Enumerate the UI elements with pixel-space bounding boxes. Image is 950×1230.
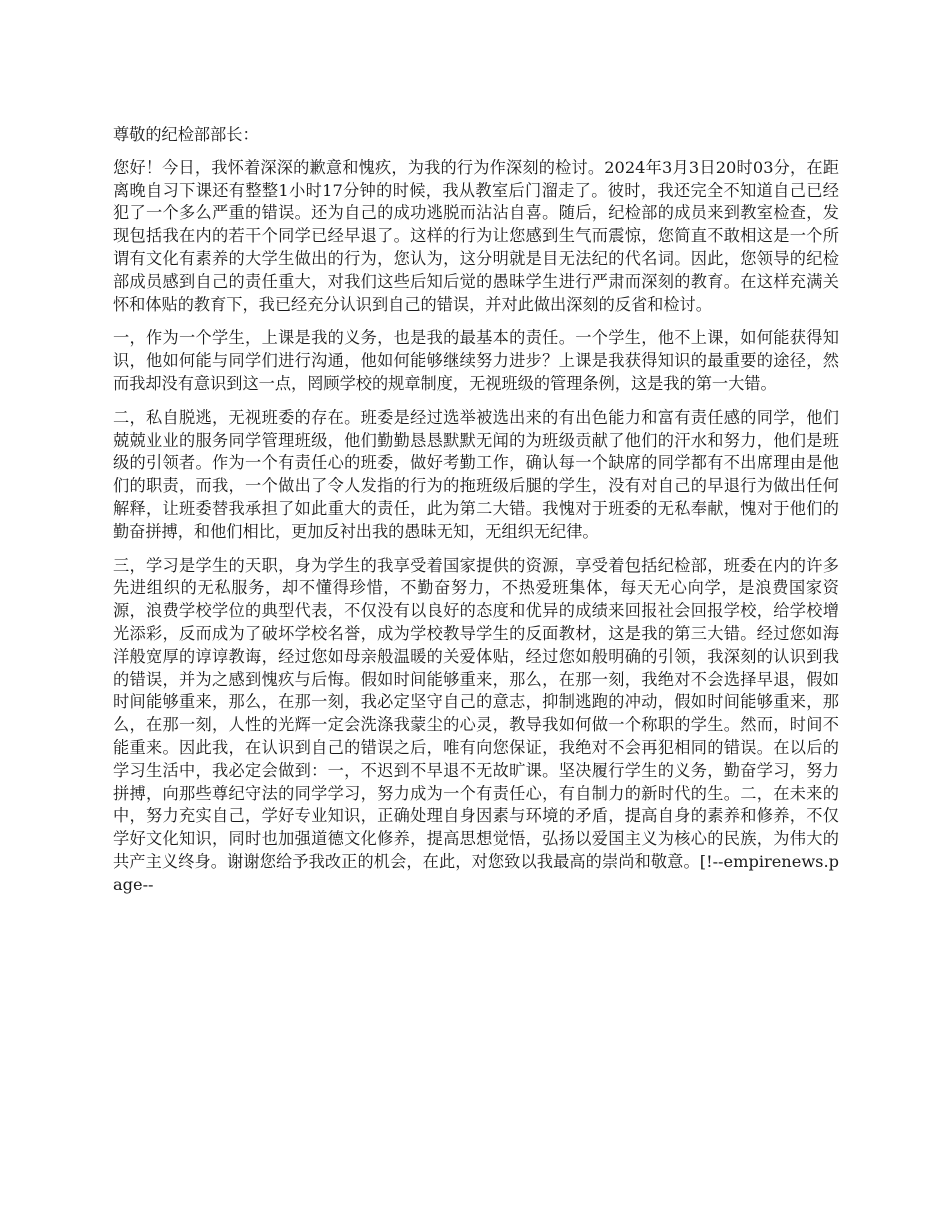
salutation: 尊敬的纪检部部长： xyxy=(113,125,259,144)
paragraph-point-one: 一，作为一个学生，上课是我的义务，也是我的最基本的责任。一个学生，他不上课，如何能获得知识，他如何能与同学们进行沟通，他如何能够继续努力进步？上课是我获得知识的最重要的途径，然而我却没有意识到这一点，罔顾学校的规章制度，无视班级的管理条例，这是我的第一大错。 xyxy=(113,328,839,393)
paragraph-point-three: 三，学习是学生的天职，身为学生的我享受着国家提供的资源，享受着包括纪检部，班委在内的许多先进组织的无私服务，却不懂得珍惜，不勤奋努力，不热爱班集体，每天无心向学，是浪费国家资源，浪费学校学位的典型代表，不仅没有以良好的态度和优异的成绩来回报社会回报学校，给学校增光添彩，反而成为了破坏学校名誉，成为学校教导学生的反面教材，这是我的第三大错。经过您如海洋般宽厚的谆谆教诲，经过您如母亲般温暖的关爱体贴，经过您如般明确的引领，我深刻的认识到我的错误，并为之感到愧疚与后悔。假如时间能够重来，那么，在那一刻，我绝对不会选择早退，假如时间能够重来，那么，在那一刻，我必定坚守自己的意志，抑制逃跑的冲动，假如时间能够重来，那么，在那一刻，人性的光辉一定会洗涤我蒙尘的心灵，教导我如何做一个称职的学生。然而，时间不能重来。因此我，在认识到自己的错误之后，唯有向您保证，我绝对不会再犯相同的错误。在以后的学习生活中，我必定会做到：一，不迟到不早退不无故旷课。坚决履行学生的义务，勤奋学习，努力拼搏，向那些尊纪守法的同学学习，努力成为一个有责任心，有自制力的新时代的生。二，在未来的中，努力充实自己，学好专业知识，正确处理自身因素与环境的矛盾，提高自身的素养和修养，不仅学好文化知识，同时也加强道德文化修养，提高思想觉悟，弘扬以爱国主义为核心的民族，为伟大的共产主义终身。谢谢您给予我改正的机会，在此，对您致以我最高的崇尚和敬意。[!--empirenews.page-- xyxy=(113,555,839,894)
letter-body xyxy=(113,124,839,908)
paragraph-point-two: 二，私自脱逃，无视班委的存在。班委是经过选举被选出来的有出色能力和富有责任感的同学，他们兢兢业业的服务同学管理班级，他们勤勤恳恳默默无闻的为班级贡献了他们的汗水和努力，他们是班级的引领者。作为一个有责任心的班委，做好考勤工作，确认每一个缺席的同学都有不出席理由是他们的职责，而我，一个做出了令人发指的行为的拖班级后腿的学生，没有对自己的早退行为做出任何解释，让班委替我承担了如此重大的责任，此为第二大错。我愧对于班委的无私奉献，愧对于他们的勤奋拼搏，和他们相比，更加反衬出我的愚昧无知，无组织无纪律。 xyxy=(113,407,839,541)
paragraph-intro: 您好！今日，我怀着深深的歉意和愧疚，为我的行为作深刻的检讨。2024年3月3日20时03分，在距离晚自习下课还有整整1小时17分钟的时候，我从教室后门溜走了。彼时，我还完全不知道自己已经犯了一个多么严重的错误。还为自己的成功逃脱而沾沾自喜。随后，纪检部的成员来到教室检查，发现包括我在内的若干个同学已经早退了。这样的行为让您感到生气而震惊，您简直不敢相这是一个所谓有文化有素养的大学生做出的行为，您认为，这分明就是目无法纪的代名词。因此，您领导的纪检部成员感到自己的责任重大，对我们这些后知后觉的愚昧学生进行严肃而深刻的教育。在这样充满关怀和体贴的教育下，我已经充分认识到自己的错误，并对此做出深刻的反省和检讨。 xyxy=(113,157,839,314)
